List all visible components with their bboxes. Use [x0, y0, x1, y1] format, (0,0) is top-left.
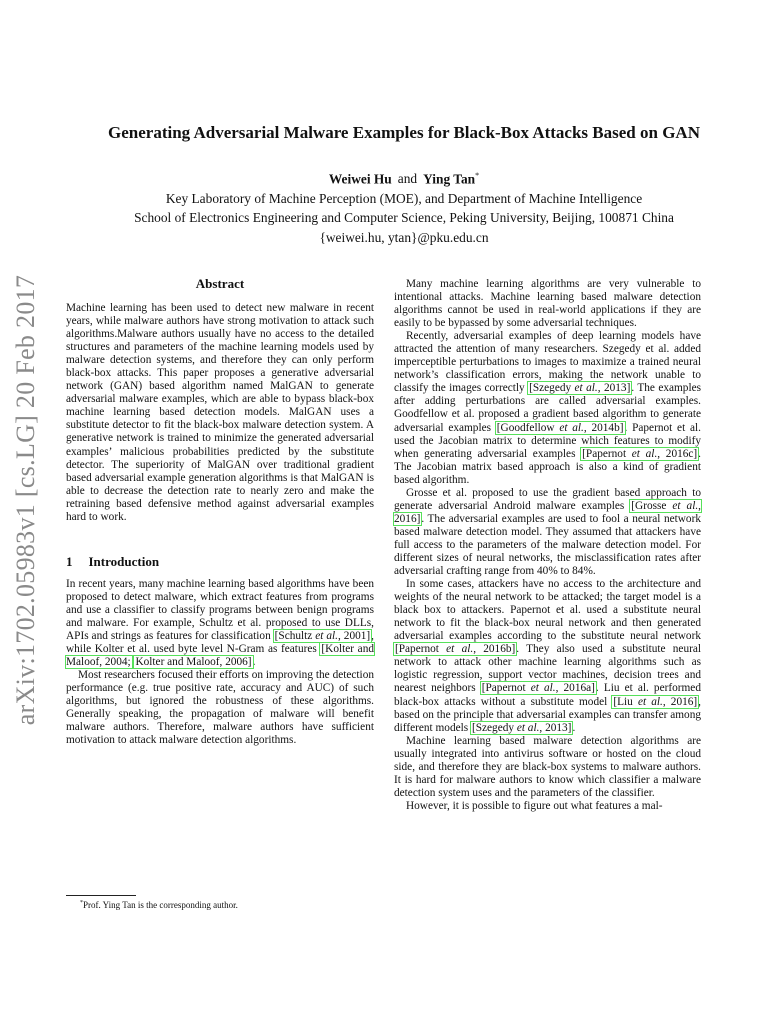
citation-text: [Szegedy	[471, 721, 517, 734]
paragraph-text: . Papernot et al. used the Jacobian matrix to determine which features to modify when generating adversarial examples	[394, 421, 701, 460]
footnote-rule	[66, 895, 136, 896]
paragraph-text: . The adversarial examples are used to fool a neural network based malware detection model. They assumed that attackers have full access to the parameters of the malware detection model. For different sizes of neural networks, the misclassification rates after adversarial crafting range from 40% to 84%.	[394, 512, 701, 578]
author-name: Weiwei Hu	[328, 171, 392, 187]
paragraph	[394, 330, 701, 487]
left-column	[66, 276, 374, 747]
paragraph-text: , while Kolter et al. used byte level N-Gram as features	[66, 629, 374, 656]
citation-link[interactable]: [Kolter and Maloof, 2004;	[66, 643, 374, 669]
citation-link[interactable]	[581, 448, 698, 460]
paragraph: Most researchers focused their efforts on improving the detection performance (e.g. true positive rate, accuracy and AUC) of such algorithms, but ignored the robustness of these algorithms. Generally speaking, the propagation of malware will benefit malware authors. Therefore, malware authors have sufficient motivation to attack malware detection algorithms.	[66, 669, 374, 747]
paragraph-text: .	[572, 721, 576, 734]
paragraph-text: Recently, adversarial examples of deep learning models have attracted the attention of many researchers. Szegedy et al. added imperceptible perturbations to images to maximize a trained neural network’s classification errors, making the network unable to classify the images correctly	[394, 330, 701, 395]
author-line	[40, 166, 768, 189]
citation-text: et al.	[530, 682, 556, 695]
citation-text: [Schultz	[274, 629, 316, 642]
paragraph	[394, 578, 701, 735]
footnote-text: Prof. Ying Tan is the corresponding author.	[83, 900, 238, 910]
arxiv-identifier: arXiv:1702.05983v1 [cs.LG] 20 Feb 2017	[11, 274, 40, 726]
paragraph-text: . The Jacobian matrix based approach is also a kind of gradient based algorithm.	[394, 447, 701, 486]
paragraph-text: .	[252, 656, 256, 669]
citation-text: , 2001]	[338, 629, 371, 642]
paragraph: Machine learning based malware detection algorithms are usually integrated into antivirus software or hosted on the cloud side, and therefore they are black-box systems to malware authors. It is hard for malware authors to know which classifier a malware detection system uses and the parameters of the classifier.	[394, 734, 701, 799]
citation-link[interactable]: Kolter and Maloof, 2006]	[135, 656, 252, 669]
author-conjunction: and	[397, 171, 418, 187]
section-title: Introduction	[88, 553, 160, 569]
paragraph-text: . Liu et al. performed black-box attacks without a substitute model	[394, 682, 701, 708]
paragraph-text: . They also used a substitute neural network to attack other machine learning algorithms such as logistic regression, support vector machines, decision trees and nearest neighbors	[394, 643, 702, 695]
citation-text: et al.	[559, 421, 584, 434]
citation-link[interactable]	[481, 682, 596, 694]
affiliation: School of Electronics Engineering and Computer Science, Peking University, Beijing, 100871 China	[134, 210, 674, 226]
citation-text: , 2016b]	[473, 643, 516, 656]
citation-text: , 2016]	[662, 695, 698, 708]
citation-text: , 2013]	[597, 382, 631, 395]
citation-text: [Liu	[613, 695, 638, 708]
footnote-marker: *	[80, 900, 83, 906]
citation-link[interactable]	[394, 643, 516, 655]
section-heading	[66, 554, 374, 570]
citation-text: et al.	[672, 499, 699, 512]
abstract-text: Machine learning has been used to detect new malware in recent years, while malware authors have strong motivation to attack such algorithms.Malware authors usually have no access to the detailed structures and parameters of the machine learning models used by malware detection systems, and therefore they can only perform black-box attacks. This paper proposes a generative adversarial network (GAN) based algorithm named MalGAN to generate adversarial malware examples, which are able to bypass black-box machine learning based detection models. MalGAN uses a substitute detector to fit the black-box malware detection system. A generative network is trained to minimize the generated adversarial examples’ malicious probabilities predicted by the substitute detector. The superiority of MalGAN over traditional gradient based adversarial example generation algorithms is that MalGAN is able to decrease the detection rate to nearly zero and make the retraining based defensive method against adversarial examples hard to work.	[66, 302, 374, 523]
arxiv-stamp	[6, 270, 46, 730]
paragraph-text: In some cases, attackers have no access to the architecture and weights of the neural network to be attacked; the target model is a black box to attackers. Papernot et al. used a substitute neural network to fit the black-box neural network and then generated adversarial examples according to the substitute neural network	[394, 578, 701, 643]
citation-link[interactable]	[274, 630, 371, 642]
paragraph	[66, 578, 374, 669]
paragraph: However, it is possible to figure out what features a mal-	[406, 799, 663, 812]
citation-text: [Papernot	[481, 682, 531, 695]
citation-link[interactable]	[528, 382, 631, 394]
paragraph-text: Grosse et al. proposed to use the gradient based approach to generate adversarial Android malware examples	[394, 486, 701, 512]
citation-text: [Goodfellow	[496, 421, 560, 434]
footnote	[80, 898, 380, 911]
citation-text: , 2013]	[539, 721, 572, 734]
citation-text: et al.	[637, 695, 663, 708]
author-name: Ying Tan	[423, 171, 476, 187]
citation-link[interactable]	[612, 696, 698, 708]
citation-text: , 2014b]	[583, 421, 624, 434]
citation-text: , 2016]	[394, 499, 701, 525]
citation-text: et al.	[631, 447, 658, 460]
citation-text: et al.	[446, 643, 474, 656]
paper-title: Generating Adversarial Malware Examples for Black-Box Attacks Based on GAN	[108, 123, 700, 142]
citation-text: , 2016a]	[555, 682, 595, 695]
citation-link[interactable]	[496, 422, 625, 434]
author-block	[40, 166, 768, 247]
citation-text: [Papernot	[582, 447, 632, 460]
paragraph-text: In recent years, many machine learning based algorithms have been proposed to detect malware, which extract features from programs and use a classifier to classify programs between benign programs and malware. For example, Schultz et al. proposed to use DLLs, APIs and strings as features for classification	[66, 577, 374, 642]
citation-text: et al.	[315, 629, 339, 642]
author-email: {weiwei.hu, ytan}@pku.edu.cn	[319, 229, 489, 245]
abstract-heading: Abstract	[195, 276, 245, 291]
paragraph-text: . The examples after adding perturbations are called adversarial examples. Goodfellow et al. proposed a gradient based algorithm to generate adversarial examples	[394, 382, 701, 434]
right-column	[394, 278, 701, 813]
paragraph	[394, 487, 701, 578]
citation-text: , 2016c]	[657, 447, 698, 460]
paragraph: Many machine learning algorithms are very vulnerable to intentional attacks. Machine learning based malware detection algorithms cannot be used in real-world applications if they are easily to be bypassed by some adversarial techniques.	[394, 278, 701, 330]
citation-text: [Grosse	[631, 499, 673, 512]
paragraph-text: , based on the principle that adversarial examples can transfer among different models	[394, 695, 701, 734]
citation-link[interactable]	[471, 722, 572, 734]
citation-text: et al.	[574, 382, 598, 395]
citation-text: et al.	[516, 721, 540, 734]
section-number: 1	[66, 553, 73, 569]
affiliation: Key Laboratory of Machine Perception (MOE), and Department of Machine Intelligence	[165, 190, 643, 206]
footnote-marker: *	[475, 171, 480, 180]
citation-text: [Papernot	[395, 643, 447, 656]
citation-text: [Szegedy	[529, 382, 575, 395]
